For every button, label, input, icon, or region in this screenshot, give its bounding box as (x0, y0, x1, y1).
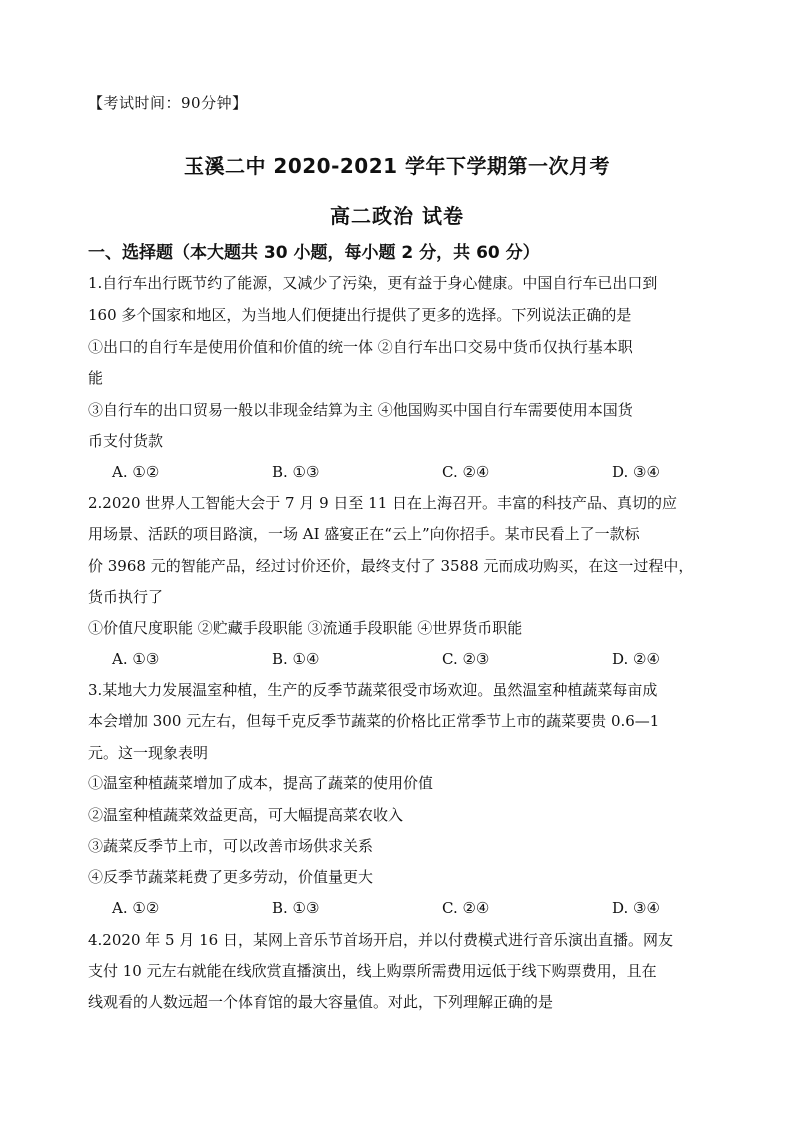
exam-title: 玉溪二中 2020-2021 学年下学期第一次月考 (183, 154, 611, 178)
answer-options (112, 898, 692, 918)
question-line: ③自行车的出口贸易一般以非现金结算为主 ④他国购买中国自行车需要使用本国货 (88, 401, 633, 419)
option-d[interactable]: D. ③④ (612, 899, 660, 917)
question-line: 货币执行了 (88, 588, 164, 606)
question-line: ①温室种植蔬菜增加了成本，提高了蔬菜的使用价值 (88, 774, 434, 792)
option-b[interactable]: B. ①③ (272, 463, 320, 481)
exam-subtitle: 高二政治 试卷 (330, 204, 464, 228)
question-line: ①价值尺度职能 ②贮藏手段职能 ③流通手段职能 ④世界货币职能 (88, 619, 523, 637)
option-d[interactable]: D. ②④ (612, 650, 660, 668)
question-line: 2.2020 世界人工智能大会于 7 月 9 日至 11 日在上海召开。丰富的科技产品、真切的应 (88, 494, 678, 512)
answer-options (112, 649, 692, 669)
option-a[interactable]: A. ①③ (112, 650, 160, 668)
question-line: 币支付货款 (88, 432, 164, 450)
question-line: 160 多个国家和地区，为当地人们便捷出行提供了更多的选择。下列说法正确的是 (88, 306, 632, 324)
question-line: 用场景、活跃的项目路演，一场 AI 盛宴正在“云上”向你招手。某市民看上了一款标 (88, 525, 640, 543)
question-line: ④反季节蔬菜耗费了更多劳动，价值量更大 (88, 868, 374, 886)
option-a[interactable]: A. ①② (112, 463, 160, 481)
question-line: 能 (88, 369, 104, 387)
question-line: 价 3968 元的智能产品，经过讨价还价，最终支付了 3588 元而成功购买，在这一过程中， (88, 557, 694, 575)
question-line: 支付 10 元左右就能在线欣赏直播演出，线上购票所需费用远低于线下购票费用，且在 (88, 962, 657, 980)
question-line: 4.2020 年 5 月 16 日，某网上音乐节首场开启，并以付费模式进行音乐演出直播。网友 (88, 931, 673, 949)
answer-options (112, 462, 692, 482)
question-line: ②温室种植蔬菜效益更高，可大幅提高菜农收入 (88, 806, 404, 824)
option-c[interactable]: C. ②④ (442, 463, 490, 481)
question-line: 元。这一现象表明 (88, 744, 209, 762)
question-line: 1.自行车出行既节约了能源，又减少了污染，更有益于身心健康。中国自行车已出口到 (88, 274, 658, 292)
option-b[interactable]: B. ①④ (272, 650, 320, 668)
section-heading: 一、选择题（本大题共 30 小题，每小题 2 分，共 60 分） (88, 243, 540, 263)
question-line: 线观看的人数远超一个体育馆的最大容量值。对此，下列理解正确的是 (88, 993, 554, 1011)
option-d[interactable]: D. ③④ (612, 463, 660, 481)
question-line: ③蔬菜反季节上市，可以改善市场供求关系 (88, 837, 374, 855)
option-b[interactable]: B. ①③ (272, 899, 320, 917)
question-line: ①出口的自行车是使用价值和价值的统一体 ②自行车出口交易中货币仅执行基本职 (88, 338, 633, 356)
option-c[interactable]: C. ②③ (442, 650, 490, 668)
question-line: 本会增加 300 元左右，但每千克反季节蔬菜的价格比正常季节上市的蔬菜要贵 0.6—1 (88, 712, 660, 730)
option-c[interactable]: C. ②④ (442, 899, 490, 917)
option-a[interactable]: A. ①② (112, 899, 160, 917)
question-line: 3.某地大力发展温室种植，生产的反季节蔬菜很受市场欢迎。虽然温室种植蔬菜每亩成 (88, 681, 658, 699)
exam-time: 【考试时间：90分钟】 (88, 94, 248, 112)
